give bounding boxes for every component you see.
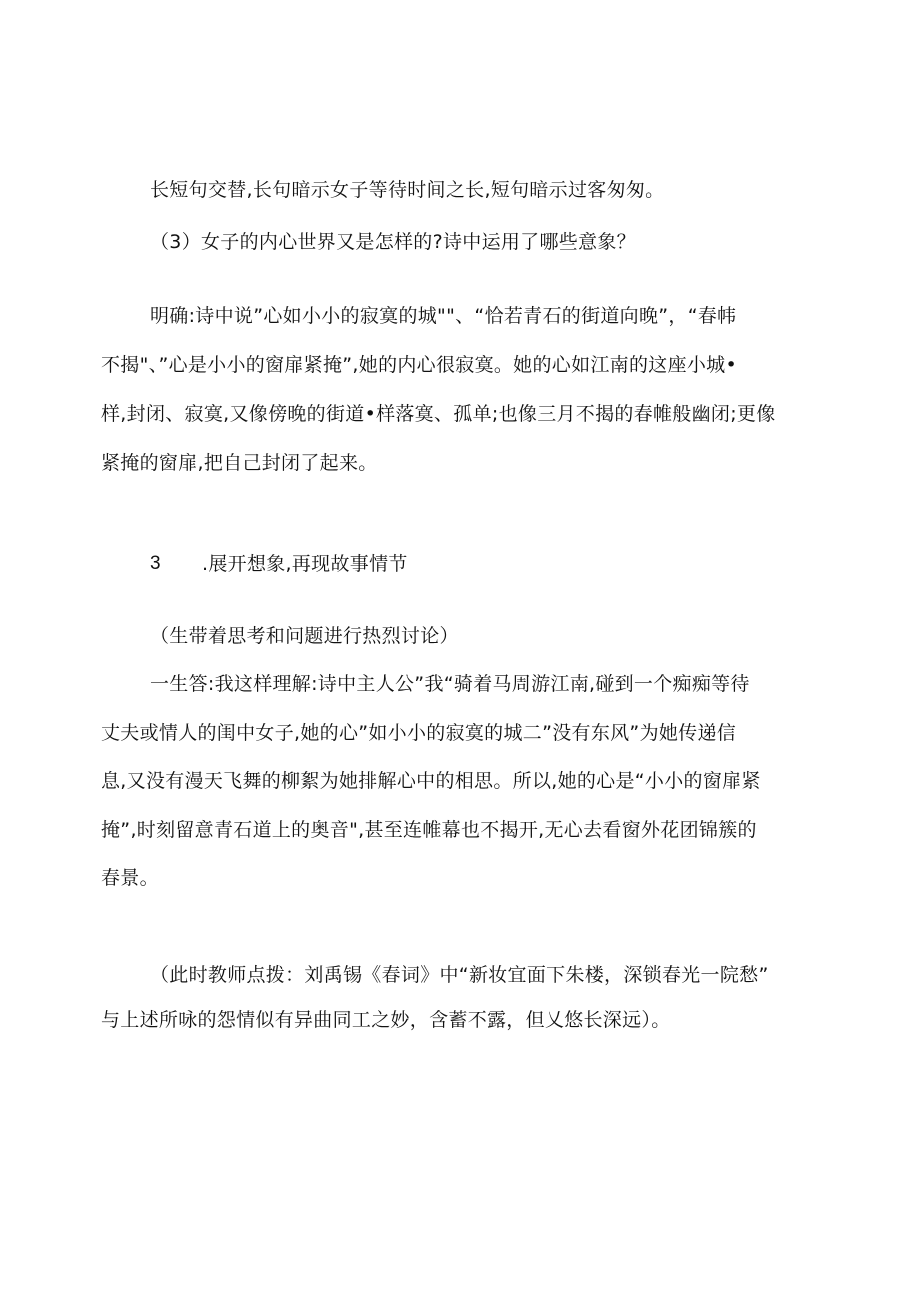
- teacher-note-line: 与上述所咏的怨情似有异曲同工之妙，含蓄不露，但乂悠长深远）。: [101, 1009, 671, 1031]
- answer-line: 紧掩的窗扉,把自己封闭了起来。: [101, 452, 378, 474]
- answer-line: 样,封闭、寂寞,又像傍晚的街道•样落寞、孤单;也像三月不揭的春帷般幽闭;更像: [101, 403, 776, 425]
- student-answer-line: 春景。: [101, 867, 159, 889]
- student-answer-line: 掩”,时刻留意青石道上的奥音",甚至连帷幕也不揭开,无心去看窗外花团锦簇的: [101, 819, 757, 841]
- paragraph-line: 长短句交替,长句暗示女子等待时间之长,短句暗示过客匆匆。: [150, 179, 665, 201]
- discussion-note: （生带着思考和问题进行热烈讨论）: [150, 625, 459, 647]
- student-answer-line: 丈夫或情人的闺中女子,她的心”如小小的寂寞的城二”没有东风”为她传递信: [101, 722, 737, 744]
- section-number: 3: [150, 553, 161, 574]
- answer-line: 不揭"、”心是小小的窗扉紧掩”,她的内心很寂寞。她的心如江南的这座小城•: [101, 354, 737, 376]
- question-3: （3）女子的内心世界又是怎样的?诗中运用了哪些意象？: [150, 231, 636, 253]
- student-answer-line: 一生答:我这样理解:诗中主人公”我“骑着马周游江南,碰到一个痴痴等待: [150, 673, 750, 695]
- section-title: .展开想象,再现故事情节: [202, 553, 408, 575]
- student-answer-line: 息,又没有漫天飞舞的柳絮为她排解心中的相思。所以,她的心是“小小的窗扉紧: [101, 770, 761, 792]
- answer-line: 明确:诗中说”心如小小的寂寞的城""、“恰若青石的街道向晚”，“春帏: [150, 305, 737, 327]
- teacher-note-line: （此时教师点拨：刘禹锡《春词》中“新妆宜面下朱楼，深锁春光一院愁”: [150, 964, 769, 986]
